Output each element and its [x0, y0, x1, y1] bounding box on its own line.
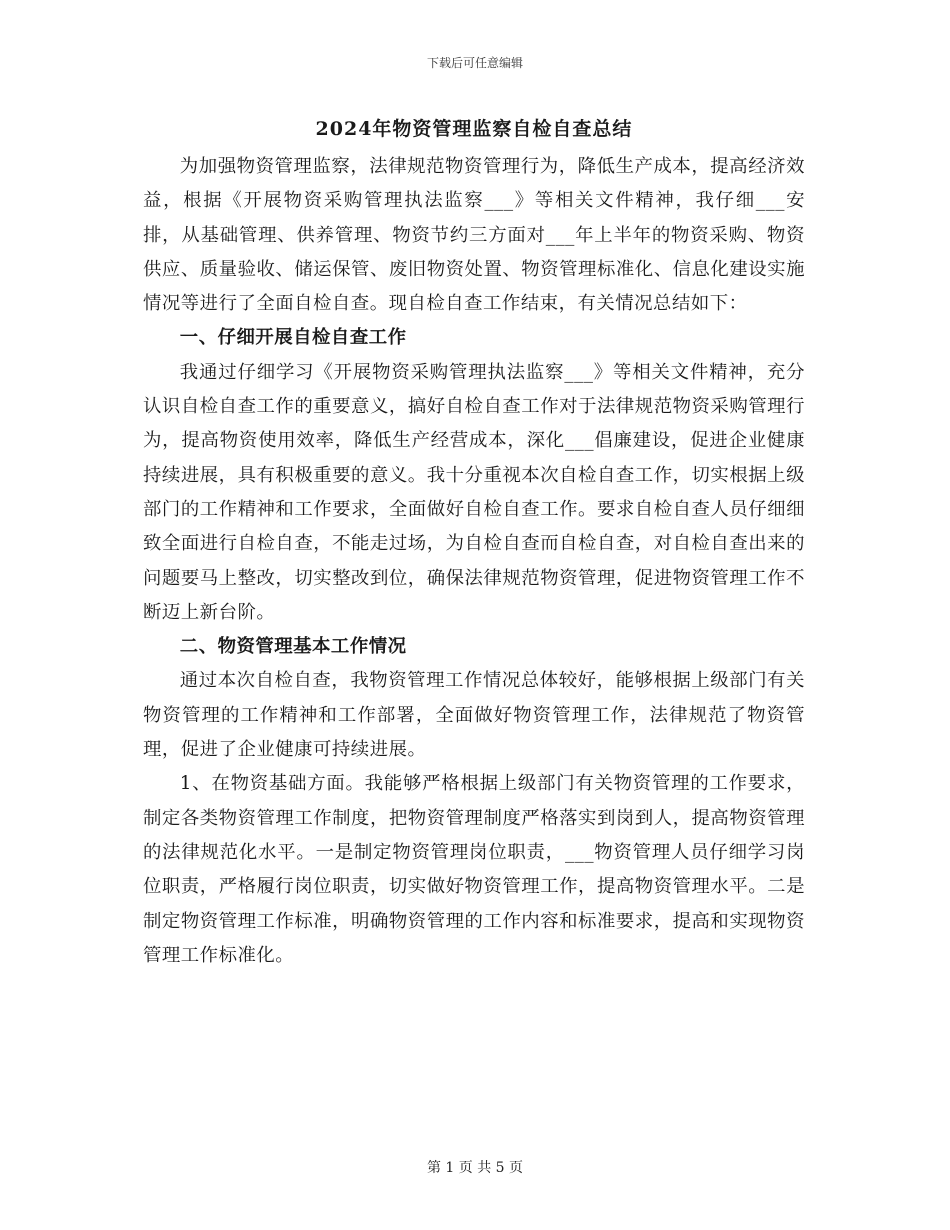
- section-heading-2: 二、物资管理基本工作情况: [179, 636, 407, 658]
- page-number-footer: 第 1 页 共 5 页: [426, 1160, 524, 1176]
- section-heading-1: 一、仔细开展自检自查工作: [179, 327, 407, 349]
- section-2-item-1-paragraph: 1、在物资基础方面。我能够严格根据上级部门有关物资管理的工作要求，制定各类物资管理工作制度，把物资管理制度严格落实到岗到人，提高物资管理的法律规范化水平。一是制定物资管理岗位职责，___物资管理人员仔细学习岗位职责，严格履行岗位职责，切实做好物资管理工作，提高物资管理水平。二是制定物资管理工作标准，明确物资管理的工作内容和标准要求，提高和实现物资管理工作标准化。: [143, 773, 805, 966]
- header-note: 下载后可任意编辑: [426, 56, 523, 70]
- intro-paragraph: 为加强物资管理监察，法律规范物资管理行为，降低生产成本，提高经济效益，根据《开展物资采购管理执法监察___》等相关文件精神，我仔细___安排，从基础管理、供养管理、物资节约三方面对___年上半年的物资采购、物资供应、质量验收、储运保管、废旧物资处置、物资管理标准化、信息化建设实施情况等进行了全面自检自查。现自检自查工作结束，有关情况总结如下：: [143, 156, 805, 315]
- section-2-paragraph: 通过本次自检自查，我物资管理工作情况总体较好，能够根据上级部门有关物资管理的工作精神和工作部署，全面做好物资管理工作，法律规范了物资管理，促进了企业健康可持续进展。: [143, 670, 805, 761]
- document-title: 2024年物资管理监察自检自查总结: [315, 118, 633, 140]
- section-1-paragraph: 我通过仔细学习《开展物资采购管理执法监察___》等相关文件精神，充分认识自检自查工作的重要意义，搞好自检自查工作对于法律规范物资采购管理行为，提高物资使用效率，降低生产经营成本，深化___倡廉建设，促进企业健康持续进展，具有积极重要的意义。我十分重视本次自检自查工作，切实根据上级部门的工作精神和工作要求，全面做好自检自查工作。要求自检自查人员仔细细致全面进行自检自查，不能走过场，为自检自查而自检自查，对自检自查出来的问题要马上整改，切实整改到位，确保法律规范物资管理，促进物资管理工作不断迈上新台阶。: [143, 361, 805, 623]
- document-body: [143, 112, 805, 973]
